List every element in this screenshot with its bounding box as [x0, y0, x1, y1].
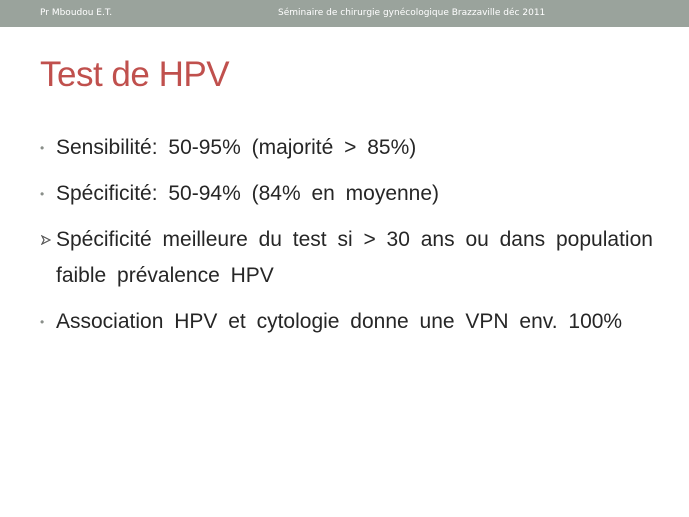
bullet-text: Sensibilité: 50-95% (majorité > 85%) — [56, 136, 417, 159]
bullet-text: Association HPV et cytologie donne une VPN env. 100% — [56, 310, 623, 333]
bullet-item-specificity — [40, 176, 660, 212]
slide-title: Test de HPV — [40, 55, 230, 94]
bullet-marker: • — [40, 141, 45, 155]
bullet-text: Spécificité meilleure du test si > 30 ans ou dans population faible prévalence HPV — [56, 228, 653, 287]
bullet-marker: • — [40, 315, 45, 329]
header-seminar-title: Séminaire de chirurgie gynécologique Brazzaville déc 2011 — [278, 8, 546, 18]
slide-content — [40, 130, 660, 340]
bullet-item-sensitivity — [40, 130, 660, 166]
bullet-marker: • — [40, 187, 45, 201]
arrow-icon — [40, 222, 54, 258]
bullet-item-association — [40, 304, 660, 340]
arrow-item-specificity-better — [40, 222, 660, 294]
header-bar — [0, 0, 689, 27]
header-author: Pr Mboudou E.T. — [40, 8, 113, 18]
bullet-text: Spécificité: 50-94% (84% en moyenne) — [56, 182, 440, 205]
